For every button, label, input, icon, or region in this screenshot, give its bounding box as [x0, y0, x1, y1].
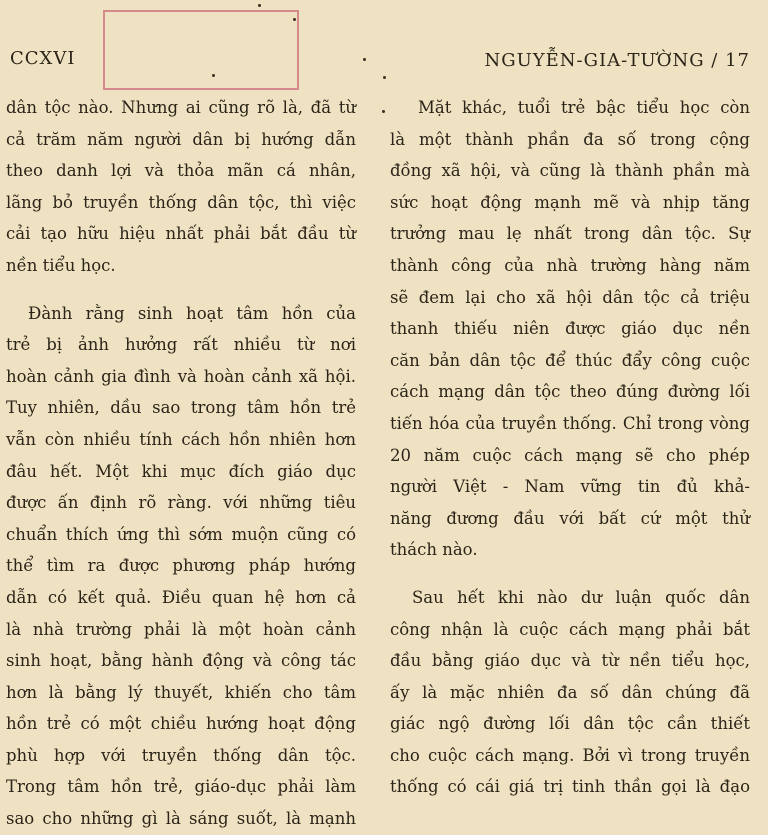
text-line: sẽ đem lại cho xã hội dân tộc cả triệu: [390, 287, 750, 307]
left-column: [6, 92, 356, 835]
text-line: người Việt - Nam vững tin đủ khả-: [390, 477, 750, 497]
text-line: hồn trẻ có một chiều hướng hoạt động: [6, 714, 356, 734]
ink-speck: [212, 74, 215, 77]
text-line: đâu hết. Một khi mục đích giáo dục: [6, 461, 356, 481]
right-column: [390, 92, 750, 803]
text-line: công nhận là cuộc cách mạng phải bắt: [390, 619, 750, 639]
text-line: cho cuộc cách mạng. Bởi vì trong truyền: [390, 745, 750, 765]
text-line: sinh hoạt, bằng hành động và công tác: [6, 651, 356, 671]
text-line: thống có cái giá trị tinh thần gọi là đạo: [390, 777, 750, 797]
text-line: Tuy nhiên, dầu sao trong tâm hồn trẻ: [6, 398, 356, 418]
text-line: vẫn còn nhiều tính cách hồn nhiên hơn: [6, 429, 356, 449]
text-line: Mặt khác, tuổi trẻ bậc tiểu học còn: [418, 98, 750, 117]
paragraph-gap: [390, 566, 750, 582]
text-line: Đành rằng sinh hoạt tâm hồn của: [28, 303, 356, 323]
text-line: tiến hóa của truyền thống. Chỉ trong vòng: [390, 413, 750, 433]
text-line: đầu bằng giáo dục và từ nền tiểu học,: [390, 651, 750, 671]
ink-speck: [382, 110, 385, 113]
text-line: là một thành phần đa số trong cộng: [390, 129, 750, 149]
library-stamp: [103, 10, 299, 90]
text-line: thách nào.: [390, 540, 478, 560]
text-line: giác ngộ đường lối dân tộc cần thiết: [390, 714, 750, 734]
text-line: Trong tâm hồn trẻ, giáo-dục phải làm: [6, 777, 356, 797]
text-line: năng đương đầu với bất cứ một thử: [390, 508, 750, 528]
ink-speck: [363, 58, 366, 61]
text-line: Sau hết khi nào dư luận quốc dân: [412, 587, 750, 607]
text-line: lãng bỏ truyền thống dân tộc, thì việc: [6, 192, 356, 212]
paragraph-gap: [6, 282, 356, 298]
text-line: ấy là mặc nhiên đa số dân chúng đã: [390, 682, 750, 702]
page-number-roman: CCXVI: [10, 48, 76, 69]
text-line: trưởng mau lẹ nhất trong dân tộc. Sự: [390, 224, 750, 244]
text-line: dân tộc nào. Nhưng ai cũng rõ là, đã từ: [6, 98, 356, 117]
text-line: hơn là bằng lý thuyết, khiến cho tâm: [6, 682, 356, 702]
text-line: thanh thiếu niên được giáo dục nền: [390, 319, 750, 339]
ink-speck: [258, 4, 261, 7]
text-line: trẻ bị ảnh hưởng rất nhiều từ nơi: [6, 335, 356, 355]
text-line: sao cho những gì là sáng suốt, là mạnh: [6, 809, 356, 829]
text-line: theo danh lợi và thỏa mãn cá nhân,: [6, 161, 356, 181]
text-line: phù hợp với truyền thống dân tộc.: [6, 745, 356, 765]
text-line: đồng xã hội, và cũng là thành phần mà: [390, 161, 750, 181]
text-line: chuẩn thích ứng thì sớm muộn cũng có: [6, 524, 356, 544]
text-line: 20 năm cuộc cách mạng sẽ cho phép: [390, 445, 750, 465]
text-line: thành công của nhà trường hàng năm: [390, 255, 750, 275]
text-line: được ấn định rõ ràng. với những tiêu: [6, 493, 356, 513]
ink-speck: [383, 76, 386, 79]
ink-speck: [293, 18, 296, 21]
text-line: căn bản dân tộc để thúc đẩy công cuộc: [390, 350, 750, 370]
text-line: nền tiểu học.: [6, 255, 116, 275]
text-line: cách mạng dân tộc theo đúng đường lối: [390, 382, 750, 402]
text-line: thể tìm ra được phương pháp hướng: [6, 556, 356, 576]
text-line: cả trăm năm người dân bị hướng dẫn: [6, 129, 356, 149]
text-line: cải tạo hữu hiệu nhất phải bắt đầu từ: [6, 224, 356, 244]
text-line: là nhà trường phải là một hoàn cảnh: [6, 619, 356, 639]
text-line: sức hoạt động mạnh mẽ và nhịp tăng: [390, 192, 750, 212]
text-line: dẫn có kết quả. Điều quan hệ hơn cả: [6, 587, 356, 607]
text-line: hoàn cảnh gia đình và hoàn cảnh xã hội.: [6, 366, 356, 386]
running-header: NGUYỄN-GIA-TƯỜNG / 17: [484, 50, 750, 71]
